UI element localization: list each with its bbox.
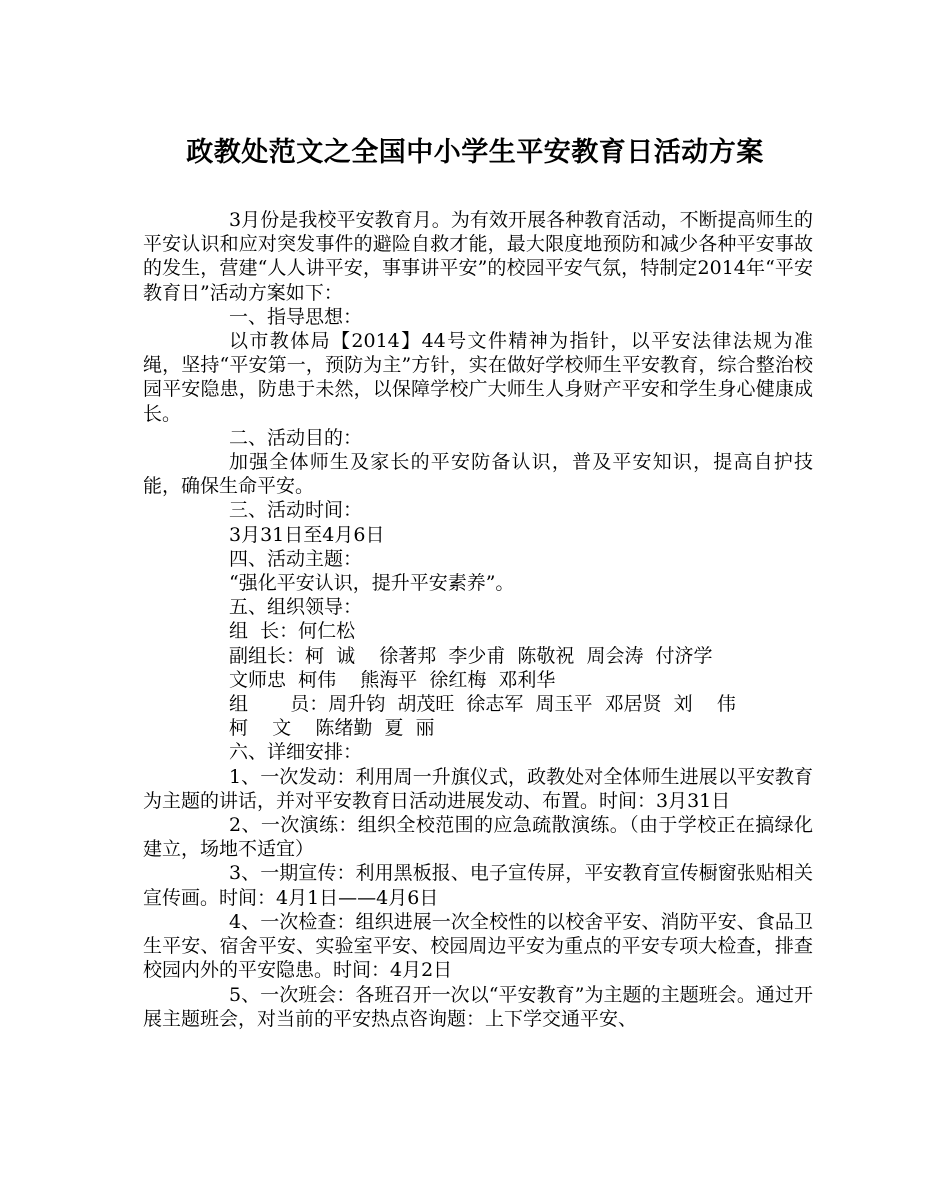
arrangement-item-5: 5、一次班会：各班召开一次以“平安教育”为主题的主题班会。通过开展主题班会，对当前的平安热点咨询题：上下学交通平安、	[143, 983, 813, 1030]
document-body	[143, 208, 813, 1031]
section-heading-theme: 四、活动主题：	[229, 547, 363, 570]
section-heading-organization: 五、组织领导：	[229, 596, 363, 619]
arrangement-item-4: 4、一次检查：组织进展一次全校性的以校舍平安、消防平安、食品卫生平安、宿舍平安、实验室平安、校园周边平安为重点的平安专项大检查，排查校园内外的平安隐患。时间：4月2日	[143, 910, 813, 982]
section-heading-arrangements: 六、详细安排：	[229, 741, 363, 764]
arrangement-item-1: 1、一次发动：利用周一升旗仪式，政教处对全体师生进展以平安教育为主题的讲话，并对平安教育日活动进展发动、布置。时间：3月31日	[143, 765, 813, 812]
intro-paragraph: 3月份是我校平安教育月。为有效开展各种教育活动，不断提高师生的平安认识和应对突发事件的避险自救才能，最大限度地预防和减少各种平安事故的发生，营建“人人讲平安，事事讲平安”的校园平安气氛，特制定2014年“平安教育日”活动方案如下：	[143, 209, 813, 304]
members-line: 组 员：周升钧 胡茂旺 徐志军 周玉平 邓居贤 刘 伟	[229, 693, 736, 716]
arrangement-item-2: 2、一次演练：组织全校范围的应急疏散演练。（由于学校正在搞绿化建立，场地不适宜）	[143, 814, 813, 861]
section-heading-guiding-ideology: 一、指导思想：	[229, 305, 363, 328]
arrangement-item-3: 3、一期宣传：利用黑板报、电子宣传屏，平安教育宣传橱窗张贴相关宣传画。时间：4月1日——4月6日	[143, 862, 813, 909]
theme-text: “强化平安认识，提升平安素养”。	[229, 572, 515, 595]
guiding-ideology-paragraph: 以市教体局【2014】44号文件精神为指针，以平安法律法规为准绳，坚持“平安第一，预防为主”方针，实在做好学校师生平安教育，综合整治校园平安隐患，防患于未然，以保障学校广大师生人身财产平安和学生身心健康成长。	[143, 330, 813, 425]
deputy-leader-line-continued: 文师忠 柯伟 熊海平 徐红梅 邓利华	[229, 668, 556, 691]
deputy-leader-line: 副组长：柯 诚 徐著邦 李少甫 陈敬祝 周会涛 付济学	[229, 644, 713, 667]
purpose-paragraph: 加强全体师生及家长的平安防备认识，普及平安知识，提高自护技能，确保生命平安。	[143, 451, 813, 498]
members-line-continued: 柯 文 陈绪勤 夏 丽	[229, 717, 435, 740]
time-text: 3月31日至4月6日	[229, 523, 385, 546]
document-title: 政教处范文之全国中小学生平安教育日活动方案	[186, 137, 764, 168]
section-heading-time: 三、活动时间：	[229, 499, 363, 522]
leader-line: 组 长：何仁松	[229, 620, 356, 643]
section-heading-purpose: 二、活动目的：	[229, 426, 363, 449]
